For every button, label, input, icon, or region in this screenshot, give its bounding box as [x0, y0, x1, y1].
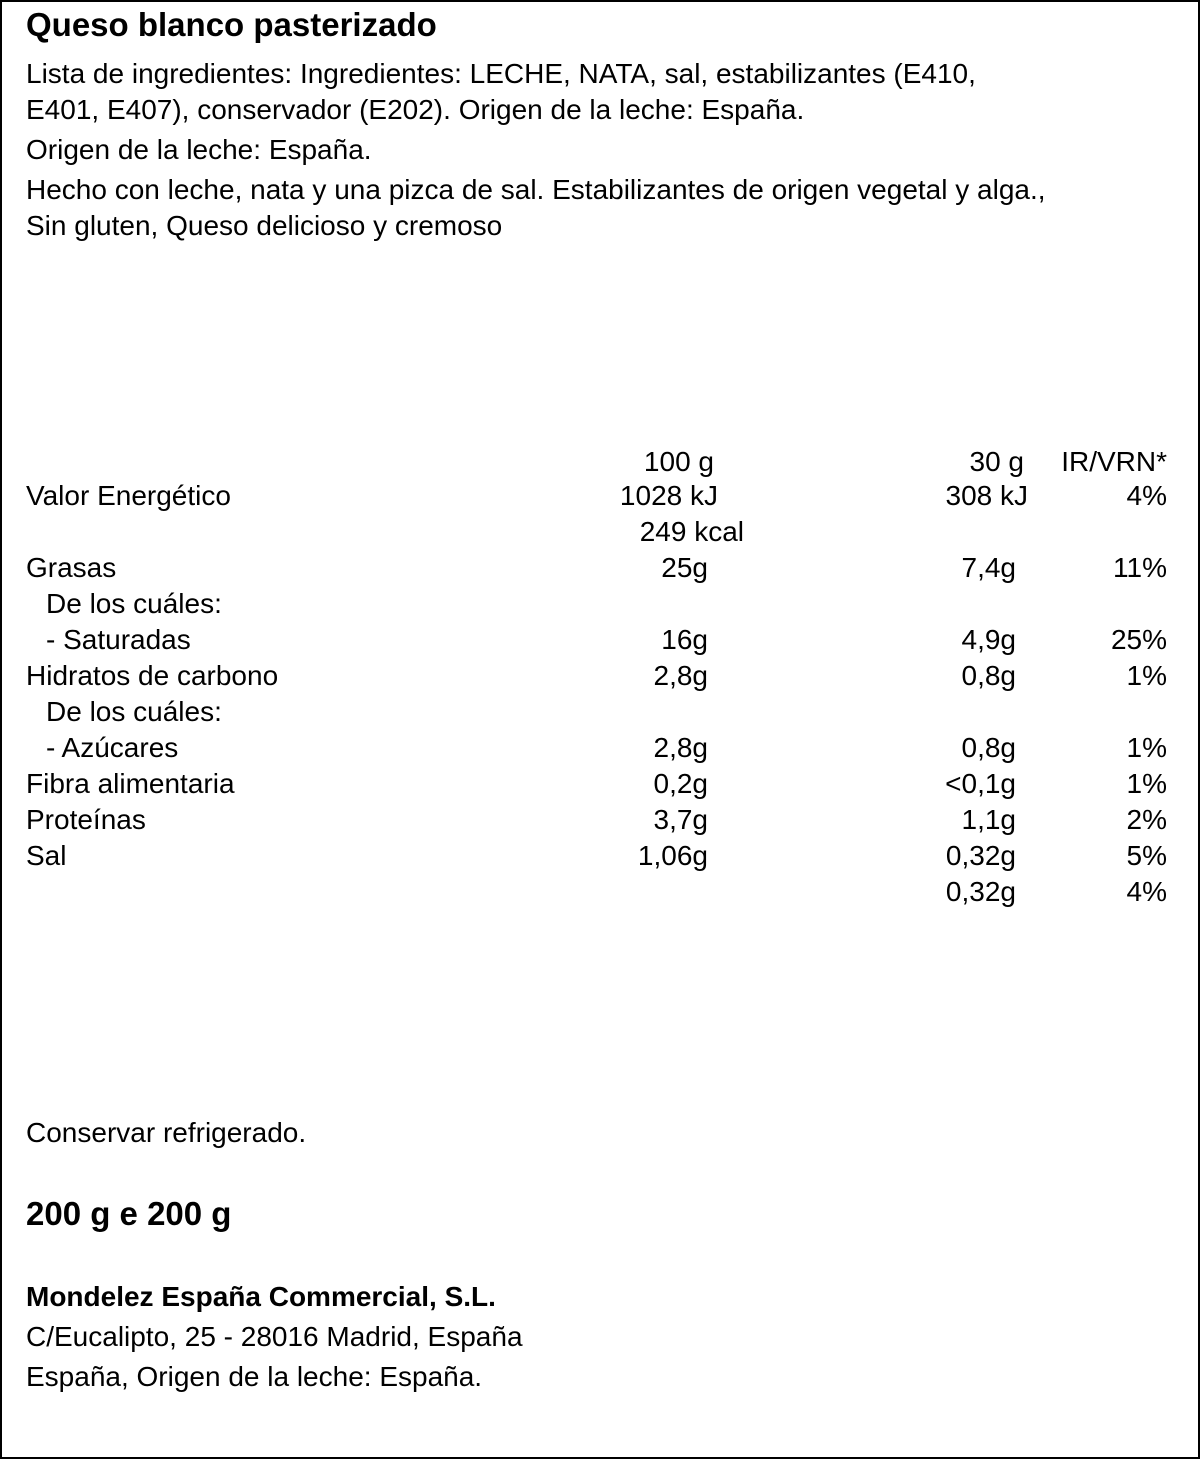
- value-per-30g: 0,32g: [945, 840, 1016, 871]
- nutrient-label: - Saturadas: [46, 624, 191, 655]
- value-ir-vrn: 11%: [1113, 552, 1167, 583]
- nutrient-label: De los cuáles:: [46, 696, 222, 727]
- value-ir-vrn: 25%: [1110, 624, 1167, 655]
- header-ir-vrn: IR/VRN*: [1061, 446, 1167, 477]
- nutrient-label: - Azúcares: [46, 732, 179, 763]
- company-address: C/Eucalipto, 25 - 28016 Madrid, España: [26, 1321, 523, 1352]
- value-per-100g: 16g: [661, 624, 708, 655]
- value-per-100g: 3,7g: [653, 804, 708, 835]
- value-per-30g: 7,4g: [961, 552, 1016, 583]
- nutrition-row: [2, 730, 1198, 766]
- ingredients-line-1: Lista de ingredientes: Ingredientes: LECHE, NATA, sal, estabilizantes (E410,: [26, 58, 976, 89]
- description-line-1: Hecho con leche, nata y una pizca de sal. Estabilizantes de origen vegetal y alga.,: [26, 174, 1046, 205]
- nutrition-row: [2, 478, 1198, 514]
- nutrient-label: Grasas: [26, 552, 117, 583]
- nutrition-row: [2, 694, 1198, 730]
- value-ir-vrn: 1%: [1126, 660, 1167, 691]
- nutrition-row: [2, 514, 1198, 550]
- company-name: Mondelez España Commercial, S.L.: [26, 1281, 496, 1312]
- value-ir-vrn: 1%: [1126, 768, 1167, 799]
- nutrition-row: [2, 802, 1198, 838]
- value-ir-vrn: 2%: [1126, 804, 1167, 835]
- value-per-30g: 0,8g: [961, 660, 1016, 691]
- nutrient-label: Proteínas: [26, 804, 146, 835]
- net-weight: 200 g e 200 g: [26, 1195, 232, 1232]
- value-per-100g: 25g: [661, 552, 708, 583]
- company-origin: España, Origen de la leche: España.: [26, 1361, 483, 1392]
- value-per-100g: 1028 kJ: [619, 480, 718, 511]
- nutrition-row: [2, 550, 1198, 586]
- nutrition-row: [2, 838, 1198, 874]
- value-per-30g: 4,9g: [961, 624, 1016, 655]
- nutrition-row: [2, 658, 1198, 694]
- value-per-30g: <0,1g: [945, 768, 1016, 799]
- storage-instructions: Conservar refrigerado.: [26, 1117, 307, 1148]
- header-per-100g: 100 g: [643, 446, 714, 477]
- nutrition-row: [2, 586, 1198, 622]
- value-ir-vrn: 5%: [1126, 840, 1167, 871]
- nutrient-label: De los cuáles:: [46, 588, 222, 619]
- nutrient-label: Valor Energético: [26, 480, 231, 511]
- value-per-100g: 2,8g: [653, 732, 708, 763]
- nutrition-header: [2, 444, 1198, 480]
- nutrient-label: Fibra alimentaria: [26, 768, 235, 799]
- value-per-30g: 308 kJ: [945, 480, 1028, 511]
- value-per-30g: 0,8g: [961, 732, 1016, 763]
- value-per-100g: 249 kcal: [639, 516, 744, 547]
- value-per-100g: 2,8g: [653, 660, 708, 691]
- value-ir-vrn: 4%: [1126, 876, 1167, 907]
- nutrition-row: [2, 874, 1198, 910]
- description-line-2: Sin gluten, Queso delicioso y cremoso: [26, 210, 503, 241]
- value-per-100g: 0,2g: [653, 768, 708, 799]
- value-ir-vrn: 4%: [1126, 480, 1167, 511]
- nutrient-label: Hidratos de carbono: [26, 660, 279, 691]
- value-per-30g: 0,32g: [945, 876, 1016, 907]
- nutrition-row: [2, 766, 1198, 802]
- ingredients-line-2: E401, E407), conservador (E202). Origen de la leche: España.: [26, 94, 805, 125]
- nutrition-row: [2, 622, 1198, 658]
- milk-origin: Origen de la leche: España.: [26, 134, 372, 165]
- value-per-30g: 1,1g: [961, 804, 1016, 835]
- nutrient-label: Sal: [26, 840, 67, 871]
- product-title: Queso blanco pasterizado: [26, 6, 437, 43]
- header-per-30g: 30 g: [969, 446, 1024, 477]
- value-per-100g: 1,06g: [637, 840, 708, 871]
- value-ir-vrn: 1%: [1126, 732, 1167, 763]
